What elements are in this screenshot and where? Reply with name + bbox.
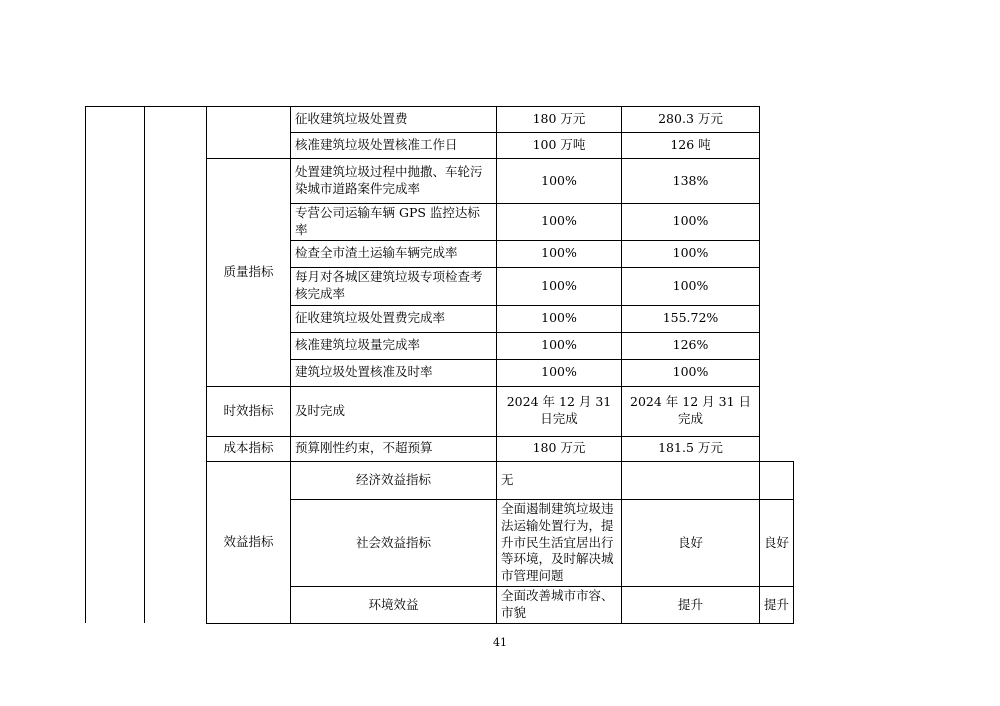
actual-value: 155.72% <box>622 305 760 332</box>
indicator-name: 无 <box>497 461 622 499</box>
benefit-indicator-label: 效益指标 <box>207 461 291 623</box>
indicator-name: 征收建筑垃圾处置费完成率 <box>291 305 497 332</box>
cost-indicator-label: 成本指标 <box>207 436 291 461</box>
indicator-name: 征收建筑垃圾处置费 <box>291 107 497 133</box>
economic-benefit-label: 经济效益指标 <box>291 461 497 499</box>
performance-indicator-table <box>85 106 794 624</box>
target-value: 180 万元 <box>497 107 622 133</box>
target-value: 100% <box>497 332 622 359</box>
timeliness-indicator-label: 时效指标 <box>207 386 291 436</box>
target-value: 100 万吨 <box>497 133 622 159</box>
target-value <box>622 461 760 499</box>
actual-value: 2024 年 12 月 31 日完成 <box>622 386 760 436</box>
indicator-name: 核准建筑垃圾处置核准工作日 <box>291 133 497 159</box>
table-row <box>86 107 794 133</box>
indicator-name: 处置建筑垃圾过程中抛撒、车轮污染城市道路案件完成率 <box>291 159 497 204</box>
quantity-indicator-cell <box>207 107 291 159</box>
indicator-name: 全面遏制建筑垃圾违法运输处置行为，提升市民生活宜居出行等环境，及时解决城市管理问题 <box>497 499 622 586</box>
actual-value: 138% <box>622 159 760 204</box>
actual-value: 100% <box>622 267 760 305</box>
indicator-name: 检查全市渣土运输车辆完成率 <box>291 240 497 267</box>
environmental-benefit-label: 环境效益 <box>291 587 497 624</box>
target-value: 2024 年 12 月 31 日完成 <box>497 386 622 436</box>
target-value: 100% <box>497 204 622 241</box>
output-category-cell <box>86 107 145 624</box>
target-value: 提升 <box>622 587 760 624</box>
actual-value: 100% <box>622 359 760 386</box>
actual-value: 181.5 万元 <box>622 436 760 461</box>
actual-value: 提升 <box>760 587 794 624</box>
indicator-name: 核准建筑垃圾量完成率 <box>291 332 497 359</box>
target-value: 100% <box>497 159 622 204</box>
indicator-name: 建筑垃圾处置核准及时率 <box>291 359 497 386</box>
target-value: 良好 <box>622 499 760 586</box>
actual-value: 良好 <box>760 499 794 586</box>
social-benefit-label: 社会效益指标 <box>291 499 497 586</box>
output-subcategory-cell <box>145 107 207 624</box>
actual-value: 100% <box>622 240 760 267</box>
actual-value: 126% <box>622 332 760 359</box>
target-value: 100% <box>497 305 622 332</box>
actual-value: 100% <box>622 204 760 241</box>
target-value: 100% <box>497 240 622 267</box>
actual-value: 280.3 万元 <box>622 107 760 133</box>
indicator-name: 及时完成 <box>291 386 497 436</box>
indicator-name: 专营公司运输车辆 GPS 监控达标率 <box>291 204 497 241</box>
actual-value <box>760 461 794 499</box>
indicator-name: 预算刚性约束，不超预算 <box>291 436 497 461</box>
actual-value: 126 吨 <box>622 133 760 159</box>
quality-indicator-label: 质量指标 <box>207 159 291 387</box>
target-value: 100% <box>497 359 622 386</box>
indicator-name: 全面改善城市市容、市貌 <box>497 587 622 624</box>
page-number: 41 <box>493 636 507 649</box>
target-value: 100% <box>497 267 622 305</box>
indicator-name: 每月对各城区建筑垃圾专项检查考核完成率 <box>291 267 497 305</box>
target-value: 180 万元 <box>497 436 622 461</box>
